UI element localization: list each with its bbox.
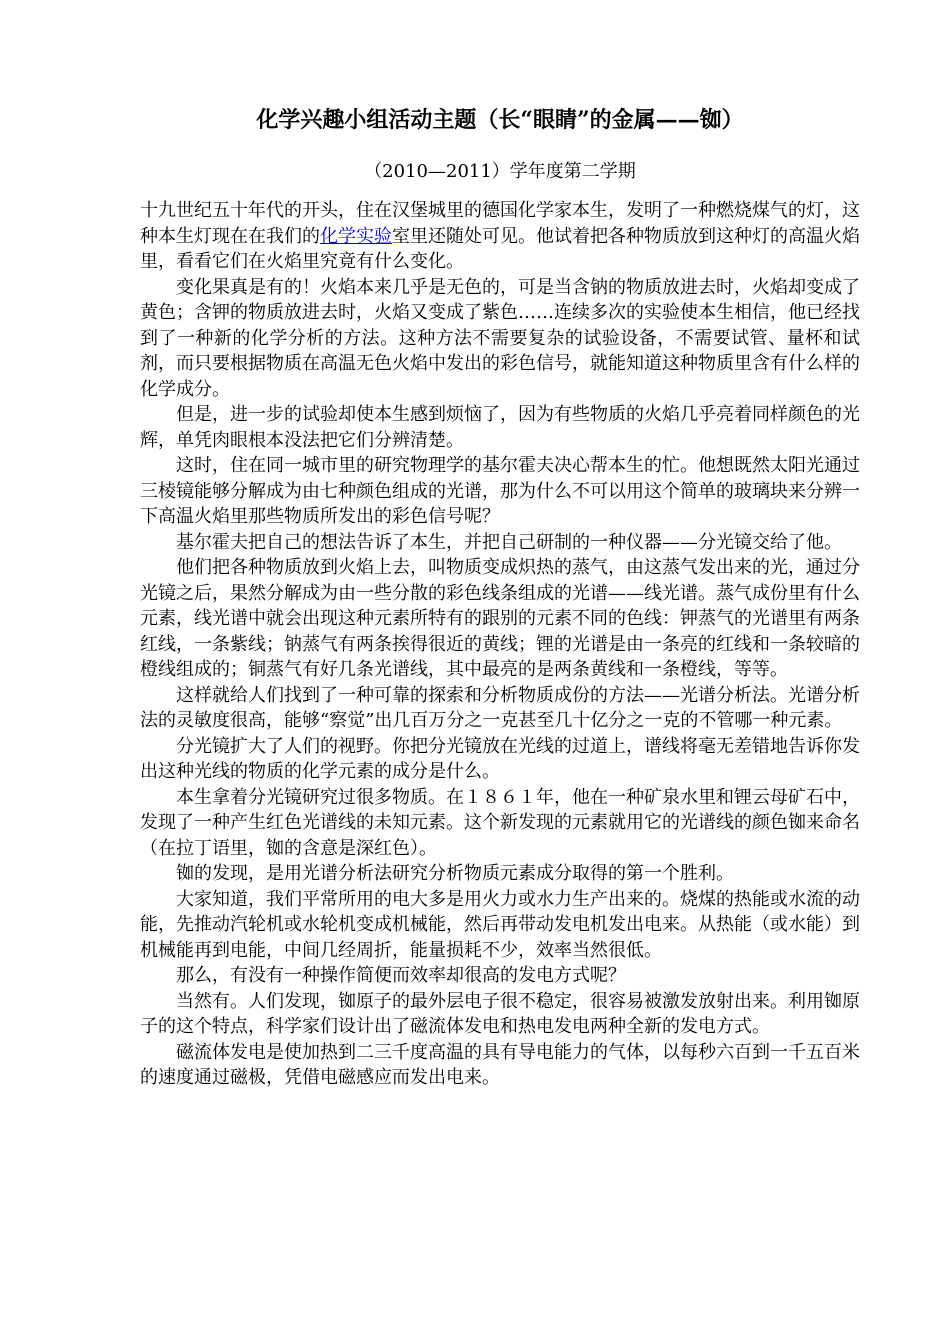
- paragraph-8: 分光镜扩大了人们的视野。你把分光镜放在光线的过道上，谱线将毫无差错地告诉你发出这种光线的物质的化学元素的成分是什么。: [140, 735, 860, 782]
- document-subtitle: （2010—2011）学年度第二学期: [364, 161, 636, 182]
- paragraph-7: 这样就给人们找到了一种可靠的探索和分析物质成份的方法——光谱分析法。光谱分析法的灵敏度很高，能够“察觉”出几百万分之一克甚至几十亿分之一克的不管哪一种元素。: [140, 684, 860, 731]
- paragraph-11: 大家知道，我们平常所用的电大多是用火力或水力生产出来的。烧煤的热能或水流的动能，先推动汽轮机或水轮机变成机械能，然后再带动发电机发出电来。从热能（或水能）到机械能再到电能，中间几经周折，能量损耗不少，效率当然很低。: [140, 888, 860, 961]
- paragraph-9: 本生拿着分光镜研究过很多物质。在１８６１年，他在一种矿泉水里和锂云母矿石中，发现了一种产生红色光谱线的未知元素。这个新发现的元素就用它的光谱线的颜色铷来命名（在拉丁语里，铷的含意是深红色）。: [140, 786, 860, 859]
- paragraph-4: 这时，住在同一城市里的研究物理学的基尔霍夫决心帮本生的忙。他想既然太阳光通过三棱镜能够分解成为由七种颜色组成的光谱，那为什么不可以用这个简单的玻璃块来分辨一下高温火焰里那些物质所发出的彩色信号呢？: [140, 455, 860, 527]
- paragraph-12: 那么，有没有一种操作简便而效率却很高的发电方式呢？: [176, 965, 626, 986]
- paragraph-6: 他们把各种物质放到火焰上去，叫物质变成炽热的蒸气，由这蒸气发出来的光，通过分光镜之后，果然分解成为由一些分散的彩色线条组成的光谱——线光谱。蒸气成份里有什么元素，线光谱中就会出现这种元素所特有的跟别的元素不同的色线：钾蒸气的光谱里有两条红线，一条紫线；钠蒸气有两条挨得很近的黄线；锂的光谱是由一条亮的红线和一条较暗的橙线组成的；铜蒸气有好几条光谱线，其中最亮的是两条黄线和一条橙线，等等。: [140, 557, 860, 680]
- document-body: [140, 198, 860, 1091]
- paragraph-3: 但是，进一步的试验却使本生感到烦恼了，因为有些物质的火焰几乎亮着同样颜色的光辉，单凭肉眼根本没法把它们分辨清楚。: [140, 404, 860, 451]
- paragraph-1: [140, 198, 860, 275]
- paragraph-10: 铷的发现，是用光谱分析法研究分析物质元素成分取得的第一个胜利。: [176, 863, 734, 884]
- paragraph-13: 当然有。人们发现，铷原子的最外层电子很不稳定，很容易被激发放射出来。利用铷原子的这个特点，科学家们设计出了磁流体发电和热电发电两种全新的发电方式。: [140, 990, 860, 1037]
- document-title: 化学兴趣小组活动主题（长“眼睛”的金属——铷）: [256, 107, 744, 133]
- paragraph-1-text-after-link: 室里还随处可见。他试着把各种物质放到这种灯的高温火焰里，看看它们在火焰里究竟有什么变化。: [140, 225, 860, 272]
- paragraph-5: 基尔霍夫把自己的想法告诉了本生，并把自己研制的一种仪器——分光镜交给了他。: [176, 531, 842, 553]
- paragraph-14: 磁流体发电是使加热到二三千度高温的具有导电能力的气体，以每秒六百到一千五百米的速度通过磁极，凭借电磁感应而发出电来。: [140, 1041, 860, 1088]
- paragraph-1-text-before-link: 十九世纪五十年代的开头，住在汉堡城里的德国化学家本生，发明了一种燃烧煤气的灯，这种本生灯现在在我们的: [140, 200, 860, 247]
- chemistry-experiment-link[interactable]: 化学实验: [320, 225, 392, 247]
- paragraph-2: 变化果真是有的！火焰本来几乎是无色的，可是当含钠的物质放进去时，火焰却变成了黄色；含钾的物质放进去时，火焰又变成了紫色……连续多次的实验使本生相信，他已经找到了一种新的化学分析的方法。这种方法不需要复杂的试验设备，不需要试管、量杯和试剂，而只要根据物质在高温无色火焰中发出的彩色信号，就能知道这种物质里含有什么样的化学成分。: [140, 276, 860, 400]
